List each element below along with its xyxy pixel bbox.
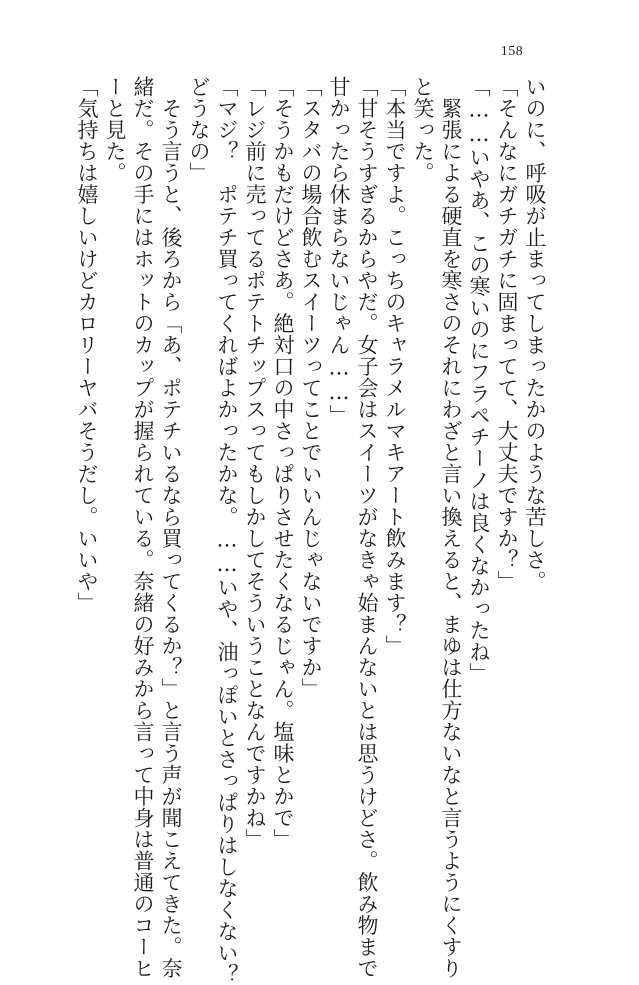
text-line: 「本当ですよ。こっちのキャラメルマキアート飲みます？」 xyxy=(383,76,407,657)
text-line: 「そうかもだけどさあ。絶対口の中さっぱりさせたくなるじゃん。塩味とかで」 xyxy=(271,76,295,850)
text-line: 「甘そうすぎるからやだ。女子会はスイーツがなきゃ始まんないとは思うけどさ。飲み物まで xyxy=(355,76,379,979)
text-line: 「レジ前に売ってるポテトチップスってもしかしてそういうことなんですかね」 xyxy=(243,76,267,850)
text-line: そう言うと、後ろから「あ、ポテチいるなら買ってくるか？」と言う声が聞こえてきた。奈 xyxy=(159,76,183,979)
text-line: 「マジ？ ポテチ買ってくればよかったかな。……いや、油っぽいとさっぱりはしなくない？ xyxy=(215,76,239,985)
text-line: と笑った。 xyxy=(411,76,435,184)
text-line: 緒だ。その手にはホットのカップが握られている。奈緒の好みから言って中身は普通のコーヒ xyxy=(131,76,155,979)
page-number: 158 xyxy=(500,44,524,59)
text-line: いのに、呼吸が止まってしまったかのような苦しさ。 xyxy=(523,76,547,592)
text-line: 甘かったら休まらないじゃん……」 xyxy=(327,76,351,426)
text-line: 緊張による硬直を寒さのそれにわざと言い換えると、まゆは仕方ないなと言うようにくすり xyxy=(439,76,463,979)
text-line: 「スタバの場合飲むスイーツってことでいいんじゃないですか」 xyxy=(299,76,323,700)
text-line: 「気持ちは嬉しいけどカロリーヤバそうだし。いいや」 xyxy=(75,76,99,614)
text-line: 「そんなにガチガチに固まってて、大丈夫ですか？」 xyxy=(495,76,519,592)
text-line: どうなの」 xyxy=(187,76,211,184)
text-line: ーと見た。 xyxy=(103,76,127,184)
body-text xyxy=(73,76,549,985)
text-line: 「……いやあ、この寒いのにフラペチーノは良くなかったね」 xyxy=(467,76,491,684)
